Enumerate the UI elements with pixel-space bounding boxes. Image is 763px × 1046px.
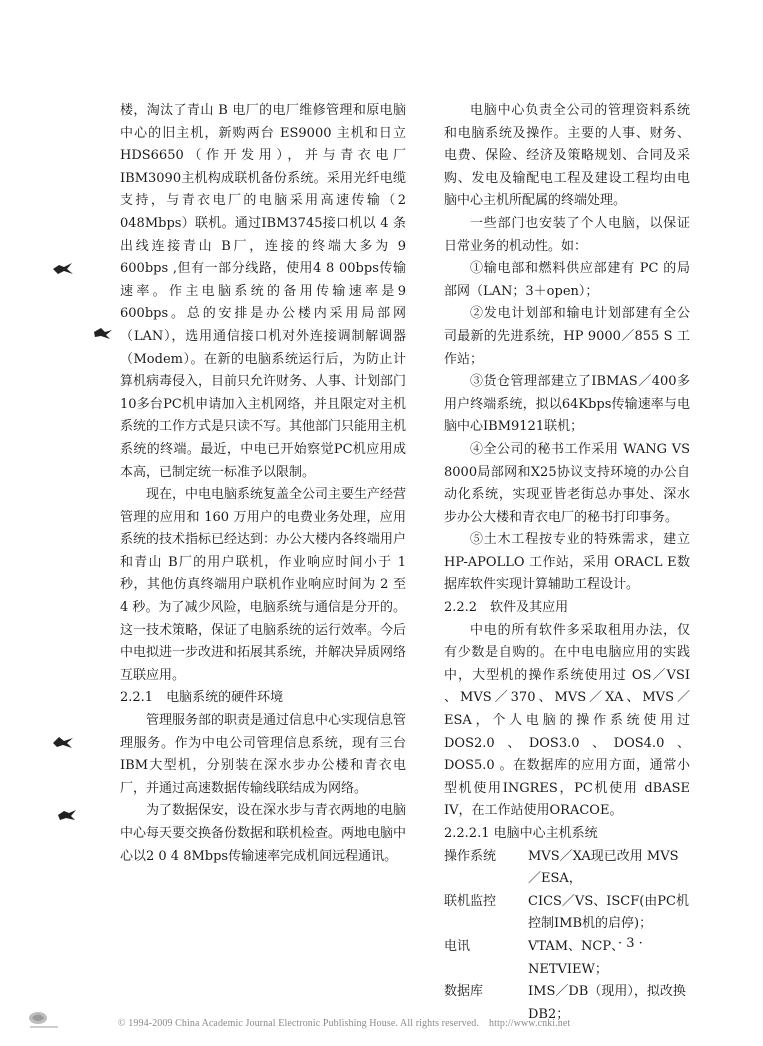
body-paragraph: 为了数据保安，设在深水步与青衣两地的电脑中心每天要交换备份数据和联机检查。两地电脑中心以2 0 4 8Mbps传输速率完成机间远程通讯。 [120,803,407,864]
body-paragraph: 现在，中电电脑系统复盖全公司主要生产经营管理的应用和 160 万用户的电费业务处理，应用系统的技术指标已经达到：办公大楼内各终端用户和青山 B厂的用户联机，作业响应时间小于 1 秒，其他仿真终端用户联机作业响应时间为 2 至 4 秒。为了减少风险，电脑系统与通信是分开的。这一技术策略，保证了电脑系统的运行效率。今后中电拟进一步改进和拓展其系统，并解决异质网络互联应用。 [120,487,407,683]
definition-term: 数据库 [444,984,484,1000]
body-paragraph: 楼，淘汰了青山 B 电厂的电厂维修管理和原电脑中心的旧主机，新购两台 ES9000 主机和日立HDS6650（作开发用），并与青衣电厂IBM3090主机构成联机备份系统。采用光纤电缆支持，与青衣电厂的电脑采用高速传输（2 048Mbps）联机。通过IBM3745接口机以 4 条出线连接青山 B厂，连接的终端大多为 9 600bps ,但有一部分线路，使用4 8 00bps传输速率。作主电脑系统的备用传输速率是9 600bps。总的安排是办公楼内采用局部网（LAN），选用通信接口机对外连接调制解调器（Modem）。在新的电脑系统运行后，为防止计算机病毒侵入，目前只允许财务、人事、计划部门10多台PC机申请加入主机网络，并且限定对主机系统的工作方式是只读不写。其他部门只能用主机系统的终端。最近，中电已开始察觉PC机应用成本高，已制定统一标准予以限制。 [120,103,407,480]
body-paragraph: 中电的所有软件多采取租用办法，仅有少数是自购的。在中电电脑应用的实践中，大型机的操作系统使用过 OS／VSI 、MVS／370、MVS／XA、MVS／ESA，个人电脑的操作系统使用过DOS2.0 、DOS3.0 、DOS4.0 、DOS5.0 。在数据库的应用方面，通常小型机使用INGRES，PC机使用 dBASE IV，在工作站使用ORACOE。 [444,622,690,819]
definition-row [444,936,690,981]
body-paragraph: 管理服务部的职责是通过信息中心实现信息管理服务。作为中电公司管理信息系统，现有三台IBM大型机，分别装在深水步办公楼和青衣电厂，并通过高速数据传输线联结成为网络。 [120,713,407,796]
section-title: 2.2.1 电脑系统的硬件环境 [120,690,284,706]
page-number: · 3 · [618,936,643,951]
margin-bird-mark [52,262,74,276]
list-item: ④全公司的秘书工作采用 WANG VS 8000局部网和X25协议支持环境的办公自动化系统，实现亚皆老街总办事处、深水步办公大楼和青衣电厂的秘书打印事务。 [444,441,690,525]
list-item: ①输电部和燃料供应部建有 PC 的局部网（LAN；3＋open）； [444,261,690,299]
definition-row [444,891,690,936]
definition-value: CICS／VS、ISCF(由PC机控制IMB机的启停)； [528,893,690,932]
definition-term: 联机监控 [444,893,497,909]
host-system-definition-list [444,846,690,1027]
left-column [120,100,406,868]
cnki-logo-icon [24,1008,64,1032]
list-item: ③货仓管理部建立了IBMAS／400多用户终端系统，拟以64Kbps传输速率与电脑中心IBM9121联机； [444,374,690,435]
body-paragraph: 一些部门也安装了个人电脑，以保证日常业务的机动性。如： [444,215,690,254]
margin-bird-mark [56,808,78,822]
margin-bird-mark [92,326,114,340]
copyright-notice[interactable]: © 1994-2009 China Academic Journal Electronic Publishing House. All rights reserved. http://www.cnki.net [118,1018,571,1029]
footer [0,1008,763,1034]
list-item: ②发电计划部和输电计划部建有全公司最新的先进系统，HP 9000／855 S 工作站； [444,306,690,367]
definition-row [444,846,690,891]
definition-value: MVS／XA现已改用 MVS／ESA， [528,848,679,887]
section-title: 2.2.2 软件及其应用 [444,600,569,616]
definition-term: 电讯 [444,938,471,954]
definition-value: IMS／DB（现用），拟改换DB2； [528,984,686,1022]
margin-bird-mark [52,735,74,749]
right-column [444,100,690,1026]
definition-value: VTAM、NCP、NETVIEW； [528,938,625,977]
list-item: ⑤土木工程按专业的特殊需求，建立HP-APOLLO 工作站，采用 ORACL E数据库软件实现计算辅助工程设计。 [444,532,690,593]
subsection-title: 2.2.2.1 电脑中心主机系统 [444,826,598,841]
body-paragraph: 电脑中心负责全公司的管理资料系统和电脑系统及操作。主要的人事、财务、电费、保险、经济及策略规划、合同及采购、发电及输配电工程及建设工程均由电脑中心主机所配属的终端处理。 [444,103,690,209]
definition-term: 操作系统 [444,848,497,864]
